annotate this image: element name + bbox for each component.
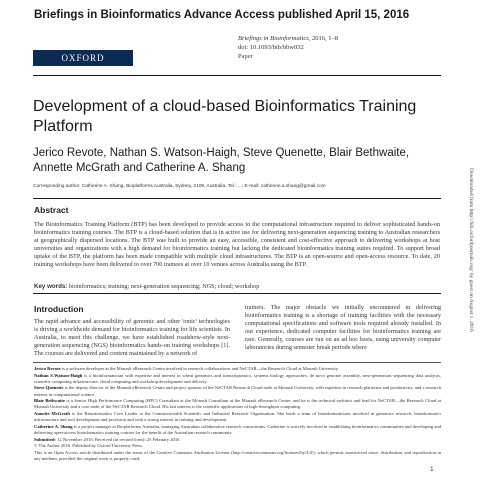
page-number: 1 xyxy=(430,466,434,473)
abstract-heading: Abstract xyxy=(34,205,69,215)
oxford-logo: OXFORD xyxy=(33,50,133,66)
footnote: Blair Bethwaite is a Senior High Performance Computing (HPC) Consultant at the Monash Consultant at the Monash eResearch Centre, and he is the technical architect and lead for NeCTAR—the Research Cloud at Monash University and a core node of the NeCTAR Research Cloud. His last interest is the scientific applications of high-throughput computing. xyxy=(34,398,441,410)
author-list: Jerico Revote, Nathan S. Watson-Haigh, Steve Quenette, Blair Bethwaite, Annette McGrath and Catherine A. Shang xyxy=(33,147,410,174)
footnote: Steve Quenette is the deputy director of the Monash eResearch Centre and project sponsor of the NeCTAR Research Cloud node at Monash University, with expertise in research platforms and productivity, and a research interest in computational science. xyxy=(34,385,441,397)
header-divider xyxy=(33,75,441,76)
journal-name: Briefings in Bioinformatics xyxy=(238,35,309,42)
advance-access-line: Briefings in Bioinformatics Advance Access published April 15, 2016 xyxy=(34,9,410,21)
article-section: Paper xyxy=(238,53,253,60)
footnote: Nathan S.Watson-Haigh is a bioinformatician with expertise and interest in wheat genomics and transcriptomics, systems biology approaches, de novo genome assembly, next-generation sequencing data analysis, scientific computing infrastructure, cloud computing and workshop development and delivery. xyxy=(34,372,441,384)
introduction-heading: Introduction xyxy=(34,304,84,314)
abstract-text: The Bioinformatics Training Platform (BTP) has been developed to provide access to the computational infrastructure required to deliver sophisticated hands-on bioinformatics training courses. The BTP is a cloud-based solution that is in active use for delivering next-generation sequencing training to Australian researchers at geographically dispersed locations. The BTP was built to provide an easy, accessible, consistent and cost-effective approach to delivering workshops at host universities and organizations with a high demand for bioinformatics training but lacking the dedicated bioinformatics training suites required. To support broad uptake of the BTP, the platform has been made compatible with multiple cloud infrastructures. The BTP is an open-source and open-access resource. To date, 20 training workshops have been delivered to over 700 trainees at over 10 venues across Australia using the BTP. xyxy=(34,221,440,269)
keywords-label: Key words: xyxy=(34,283,68,290)
download-watermark xyxy=(466,168,476,348)
doi-link[interactable]: doi: 10.1093/bib/bbw032 xyxy=(238,44,304,51)
introduction-right-column: trainers. The major obstacle we initially encountered in delivering bioinformatics training is a shortage of training facilities with the necessary computational specifications and software tools required already installed. In our experience, dedicated computer facilities for bioinformatics training are rare. Generally, courses are run on an ad hoc basis, using university computer laboratories during semester break periods where xyxy=(245,304,441,352)
corresponding-author: Corresponding author. Catherine A. Shang, Bioplatforms Australia, Sydney, 2109, Australia. Tel.: ...; E-mail: catherine.a.shang@gmail.com xyxy=(33,184,326,189)
article-title: Development of a cloud-based Bioinformatics Training Platform xyxy=(33,98,417,135)
footnotes xyxy=(34,366,441,463)
footnote: Annette McGrath is the Bioinformatics Core Leader at the Commonwealth Scientific and Industrial Research Organisation. She leads a team of bioinformaticians involved in genomics research, bioinformatics infrastructure and tool development and provision and with a strong interest in training and development. xyxy=(34,411,441,423)
footnote: Jerico Revote is a software developer at the Monash eResearch Centre involved in research collaborations and NeCTAR—the Research Cloud at Monash University. xyxy=(34,366,339,371)
download-watermark-text: Downloaded from http://bib.oxfordjournals.org/ by guest on August 1, 2016 xyxy=(468,168,474,332)
citation-block xyxy=(238,34,338,61)
license-note: This is an Open Access article distributed under the terms of the Creative Commons Attribution License (http://creativecommons.org/licenses/by/4.0/), which permits unrestricted reuse, distribution, and reproduction in any medium, provided the original work is properly cited. xyxy=(34,449,441,462)
introduction-left-column: The rapid advance and accessibility of genomic and other 'omic' technologies is driving a worldwide demand for bioinformatics training for life scientists. In Australia, to meet this challenge, we have established roadshow-style next-generation sequencing (NGS) bioinformatics hands-on training workshops [1]. The courses are delivered and content maintained by a network of xyxy=(34,318,230,358)
footnote-divider xyxy=(33,362,441,363)
copyright-line: © The Author 2016. Published by Oxford University Press. xyxy=(34,443,144,449)
keywords-line xyxy=(34,283,440,290)
keywords-list: bioinformatics; training; next-generation sequencing; NGS; cloud; workshop xyxy=(68,283,260,290)
journal-issue: , 2016, 1–8 xyxy=(308,35,339,42)
submission-dates: Submitted: 12 November 2015; Received (in revised form): 25 February 2016 xyxy=(34,436,180,442)
footnote: Catherine A. Shang is a project manager at Bioplatforms Australia, managing Australian collaborative research consortiums. Catherine is actively involved in establishing bioinformatics communities and developing and delivering open-access bioinformatics training courses for the benefit of the Australian research community. xyxy=(34,423,442,435)
